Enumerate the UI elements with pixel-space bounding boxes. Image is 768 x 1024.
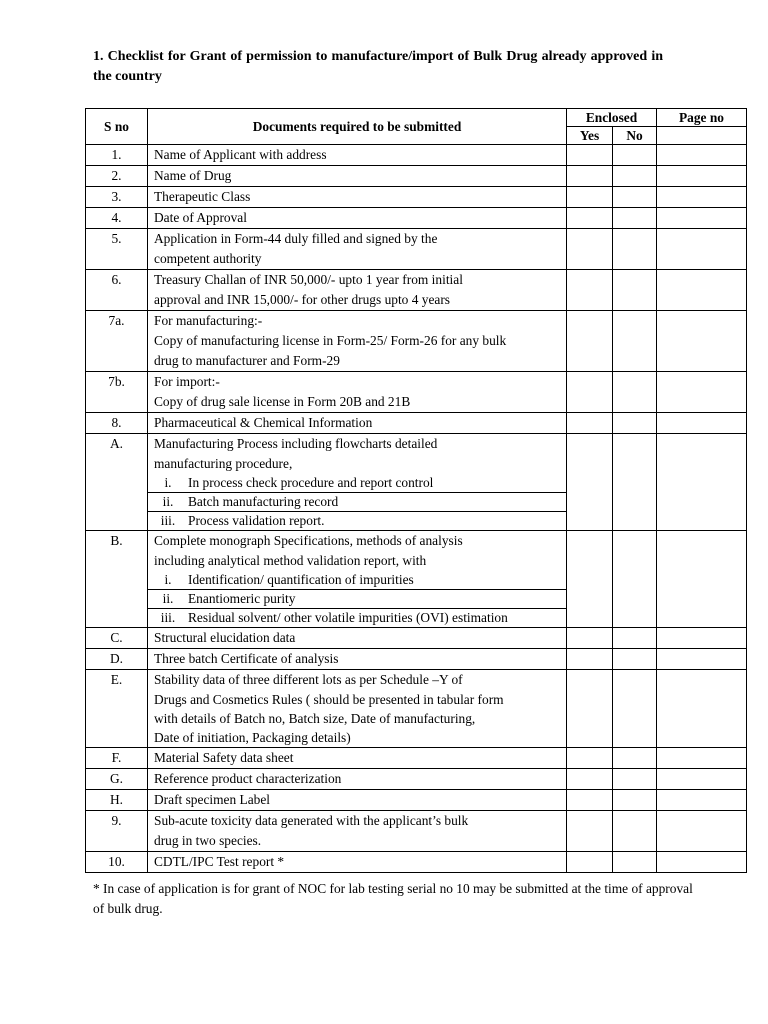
row-serial-number: 3. xyxy=(86,187,148,208)
no-cell[interactable] xyxy=(613,811,657,852)
page-no-cell[interactable] xyxy=(657,229,747,270)
table-row xyxy=(86,790,747,811)
no-cell[interactable] xyxy=(613,531,657,628)
yes-cell[interactable] xyxy=(567,769,613,790)
row-serial-number: 7b. xyxy=(86,372,148,413)
no-cell[interactable] xyxy=(613,434,657,531)
page-no-cell[interactable] xyxy=(657,790,747,811)
row-serial-number: 7a. xyxy=(86,311,148,372)
row-serial-number: E. xyxy=(86,670,148,748)
yes-cell[interactable] xyxy=(567,748,613,769)
table-row xyxy=(86,670,747,748)
table-row xyxy=(86,270,747,311)
table-header-row-1 xyxy=(86,109,747,127)
table-row xyxy=(86,769,747,790)
sub-item xyxy=(148,492,566,511)
sub-item-text: Identification/ quantification of impurities xyxy=(188,572,414,587)
header-sno: S no xyxy=(86,109,148,145)
sub-item-number: iii. xyxy=(160,610,176,625)
page-no-cell[interactable] xyxy=(657,208,747,229)
row-serial-number: 10. xyxy=(86,852,148,873)
row-document xyxy=(148,628,567,649)
no-cell[interactable] xyxy=(613,145,657,166)
row-serial-number: D. xyxy=(86,649,148,670)
row-document xyxy=(148,372,567,413)
sub-item-text: Batch manufacturing record xyxy=(188,494,339,509)
row-document xyxy=(148,166,567,187)
no-cell[interactable] xyxy=(613,748,657,769)
footnote: * In case of application is for grant of NOC for lab testing serial no 10 may be submitted at the time of approval of bulk drug. xyxy=(93,881,693,916)
row-document xyxy=(148,670,567,748)
row-serial-number: B. xyxy=(86,531,148,628)
yes-cell[interactable] xyxy=(567,145,613,166)
sub-item xyxy=(148,511,566,530)
header-yes: Yes xyxy=(567,127,613,145)
row-document xyxy=(148,187,567,208)
row-document xyxy=(148,531,567,628)
no-cell[interactable] xyxy=(613,166,657,187)
row-document xyxy=(148,145,567,166)
table-row xyxy=(86,413,747,434)
no-cell[interactable] xyxy=(613,311,657,372)
yes-cell[interactable] xyxy=(567,413,613,434)
table-row xyxy=(86,811,747,852)
table-row xyxy=(86,628,747,649)
page-no-cell[interactable] xyxy=(657,811,747,852)
row-document xyxy=(148,270,567,311)
document-line: Manufacturing Process including flowcharts detailed xyxy=(154,436,438,451)
document-line: Copy of drug sale license in Form 20B and 21B xyxy=(154,394,411,409)
table-row xyxy=(86,434,747,531)
document-line: For import:- xyxy=(154,374,220,389)
table-row xyxy=(86,187,747,208)
row-document xyxy=(148,413,567,434)
checklist-table xyxy=(85,108,747,873)
page-no-cell[interactable] xyxy=(657,670,747,748)
sub-item-number: iii. xyxy=(160,513,176,528)
document-line: Complete monograph Specifications, methods of analysis xyxy=(154,533,463,548)
yes-cell[interactable] xyxy=(567,649,613,670)
page-no-cell[interactable] xyxy=(657,852,747,873)
document-line: competent authority xyxy=(154,251,262,266)
document-line: Name of Applicant with address xyxy=(154,147,327,162)
row-serial-number: 4. xyxy=(86,208,148,229)
table-row xyxy=(86,311,747,372)
row-serial-number: H. xyxy=(86,790,148,811)
yes-cell[interactable] xyxy=(567,531,613,628)
sub-item xyxy=(148,474,566,492)
yes-cell[interactable] xyxy=(567,811,613,852)
row-document xyxy=(148,311,567,372)
document-line: Application in Form-44 duly filled and signed by the xyxy=(154,231,438,246)
document-line: Reference product characterization xyxy=(154,771,342,786)
page-no-cell[interactable] xyxy=(657,372,747,413)
yes-cell[interactable] xyxy=(567,166,613,187)
header-page-no: Page no xyxy=(657,109,747,127)
page-no-cell[interactable] xyxy=(657,145,747,166)
no-cell[interactable] xyxy=(613,372,657,413)
row-serial-number: 2. xyxy=(86,166,148,187)
table-row xyxy=(86,748,747,769)
row-serial-number: 1. xyxy=(86,145,148,166)
document-line: Drugs and Cosmetics Rules ( should be presented in tabular form xyxy=(154,692,504,707)
sub-item-text: In process check procedure and report control xyxy=(188,475,434,490)
page-no-cell[interactable] xyxy=(657,311,747,372)
sub-item-list xyxy=(148,474,566,530)
page-no-cell[interactable] xyxy=(657,166,747,187)
document-line: with details of Batch no, Batch size, Date of manufacturing, xyxy=(154,711,476,726)
table-row xyxy=(86,852,747,873)
document-line: Sub-acute toxicity data generated with the applicant’s bulk xyxy=(154,813,469,828)
document-line: Treasury Challan of INR 50,000/- upto 1 year from initial xyxy=(154,272,463,287)
row-document xyxy=(148,208,567,229)
no-cell[interactable] xyxy=(613,769,657,790)
page-no-cell[interactable] xyxy=(657,628,747,649)
no-cell[interactable] xyxy=(613,270,657,311)
row-document xyxy=(148,852,567,873)
document-line: CDTL/IPC Test report * xyxy=(154,854,285,869)
no-cell[interactable] xyxy=(613,628,657,649)
table-row xyxy=(86,372,747,413)
document-line: Date of initiation, Packaging details) xyxy=(154,730,351,745)
header-page-no-blank xyxy=(657,127,747,145)
table-row xyxy=(86,531,747,628)
page-no-cell[interactable] xyxy=(657,769,747,790)
no-cell[interactable] xyxy=(613,229,657,270)
table-row xyxy=(86,145,747,166)
document-line: drug to manufacturer and Form-29 xyxy=(154,353,340,368)
row-document xyxy=(148,229,567,270)
row-document xyxy=(148,748,567,769)
sub-item xyxy=(148,571,566,589)
yes-cell[interactable] xyxy=(567,628,613,649)
no-cell[interactable] xyxy=(613,208,657,229)
row-document xyxy=(148,434,567,531)
row-serial-number: F. xyxy=(86,748,148,769)
yes-cell[interactable] xyxy=(567,270,613,311)
table-row xyxy=(86,649,747,670)
page-no-cell[interactable] xyxy=(657,748,747,769)
document-line: Name of Drug xyxy=(154,168,232,183)
sub-item-text: Enantiomeric purity xyxy=(188,591,296,606)
no-cell[interactable] xyxy=(613,670,657,748)
row-serial-number: 5. xyxy=(86,229,148,270)
no-cell[interactable] xyxy=(613,790,657,811)
document-line: Draft specimen Label xyxy=(154,792,270,807)
page-no-cell[interactable] xyxy=(657,649,747,670)
document-line: Copy of manufacturing license in Form-25/ Form-26 for any bulk xyxy=(154,333,507,348)
table-row xyxy=(86,208,747,229)
document-line: Date of Approval xyxy=(154,210,247,225)
document-line: Therapeutic Class xyxy=(154,189,251,204)
sub-item-number: i. xyxy=(164,475,172,490)
document-line: drug in two species. xyxy=(154,833,262,848)
row-serial-number: A. xyxy=(86,434,148,531)
row-serial-number: 6. xyxy=(86,270,148,311)
header-enclosed: Enclosed xyxy=(567,109,657,127)
row-document xyxy=(148,811,567,852)
sub-item xyxy=(148,608,566,627)
document-line: including analytical method validation report, with xyxy=(154,553,427,568)
page-no-cell[interactable] xyxy=(657,187,747,208)
row-serial-number: 8. xyxy=(86,413,148,434)
yes-cell[interactable] xyxy=(567,434,613,531)
table-body xyxy=(86,145,747,873)
document-line: Material Safety data sheet xyxy=(154,750,294,765)
document-line: Stability data of three different lots as per Schedule –Y of xyxy=(154,672,463,687)
table-row xyxy=(86,166,747,187)
yes-cell[interactable] xyxy=(567,311,613,372)
sub-item-number: ii. xyxy=(162,591,174,606)
yes-cell[interactable] xyxy=(567,372,613,413)
page-no-cell[interactable] xyxy=(657,434,747,531)
row-document xyxy=(148,769,567,790)
page-title: 1. Checklist for Grant of permission to manufacture/import of Bulk Drug already approved in the country xyxy=(93,49,663,84)
sub-item-text: Residual solvent/ other volatile impurities (OVI) estimation xyxy=(188,610,508,625)
row-serial-number: G. xyxy=(86,769,148,790)
document-line: Pharmaceutical & Chemical Information xyxy=(154,415,373,430)
yes-cell[interactable] xyxy=(567,229,613,270)
yes-cell[interactable] xyxy=(567,670,613,748)
page-no-cell[interactable] xyxy=(657,270,747,311)
sub-item xyxy=(148,589,566,608)
row-document xyxy=(148,790,567,811)
header-documents: Documents required to be submitted xyxy=(148,109,567,145)
document-line: For manufacturing:- xyxy=(154,313,263,328)
document-line: manufacturing procedure, xyxy=(154,456,293,471)
no-cell[interactable] xyxy=(613,649,657,670)
no-cell[interactable] xyxy=(613,187,657,208)
document-line: Three batch Certificate of analysis xyxy=(154,651,339,666)
document-line: approval and INR 15,000/- for other drugs upto 4 years xyxy=(154,292,451,307)
yes-cell[interactable] xyxy=(567,187,613,208)
yes-cell[interactable] xyxy=(567,790,613,811)
yes-cell[interactable] xyxy=(567,208,613,229)
yes-cell[interactable] xyxy=(567,852,613,873)
sub-item-list xyxy=(148,571,566,627)
header-no: No xyxy=(613,127,657,145)
page-no-cell[interactable] xyxy=(657,413,747,434)
sub-item-number: i. xyxy=(164,572,172,587)
row-document xyxy=(148,649,567,670)
table-row xyxy=(86,229,747,270)
sub-item-text: Process validation report. xyxy=(188,513,325,528)
row-serial-number: 9. xyxy=(86,811,148,852)
page-no-cell[interactable] xyxy=(657,531,747,628)
no-cell[interactable] xyxy=(613,413,657,434)
row-serial-number: C. xyxy=(86,628,148,649)
sub-item-number: ii. xyxy=(162,494,174,509)
no-cell[interactable] xyxy=(613,852,657,873)
document-line: Structural elucidation data xyxy=(154,630,296,645)
